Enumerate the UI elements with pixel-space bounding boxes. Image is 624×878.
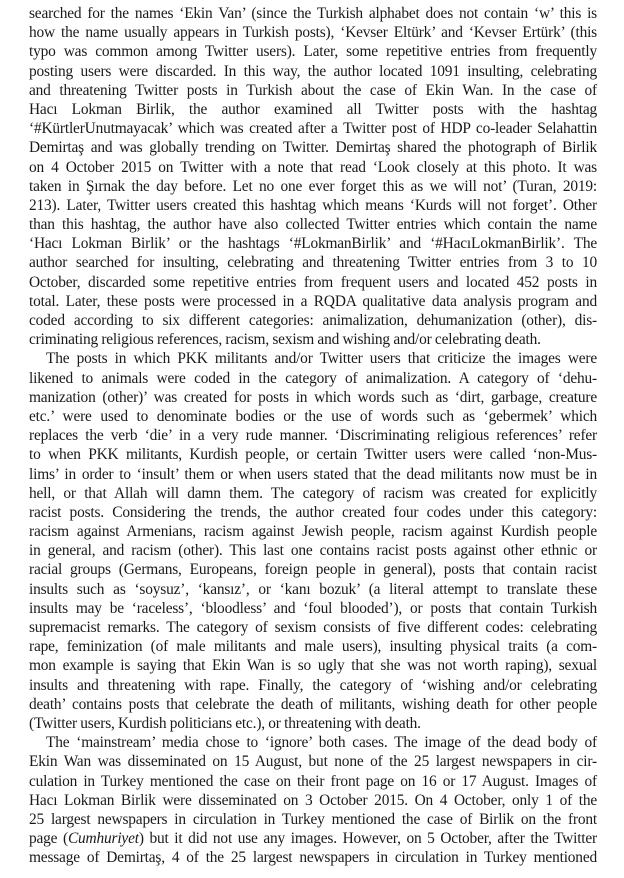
text-line: culation in Turkey mentioned the case on their front page on 16 or 17 August. Images of bbox=[29, 772, 597, 790]
text-line: searched for the names ‘Ekin Van’ (since the Turkish alphabet does not contain ‘w’ this is bbox=[29, 5, 597, 22]
text-line: etc.’ were used to denominate bodies or the use of words such as ‘gebermek’ which bbox=[29, 407, 597, 425]
text-line: racial groups (Germans, Europeans, foreign people in general), posts that contain racist bbox=[29, 561, 597, 579]
text-segment: ) but it did not use any images. However, on 5 October, after the Twitter bbox=[138, 830, 597, 848]
text-line: in general, and racism (other). This last one contains racist posts against other ethnic or bbox=[29, 542, 597, 560]
paragraph-start-line: The posts in which PKK militants and/or Twitter users that criticize the images were bbox=[46, 350, 597, 368]
text-line: how the name usually appears in Turkish posts), ‘Kevser Eltürk’ and ‘Kevser Ertürk’ (this bbox=[29, 24, 597, 42]
text-line: total. Later, these posts were processed in a RQDA qualitative data analysis program and bbox=[29, 292, 597, 310]
text-line: 213). Later, Twitter users created this hashtag which means ‘Kurds will not forget’. Other bbox=[29, 196, 597, 214]
text-line: than this hashtag, the author have also collected Twitter entries which contain the name bbox=[29, 216, 597, 234]
text-line bbox=[29, 829, 597, 848]
text-line: and threatening Twitter posts in Turkish about the case of Ekin Wan. In the case of bbox=[29, 81, 597, 99]
text-line: hell, or that Allah will damn them. The category of racism was created for explicitly bbox=[29, 484, 597, 502]
text-line: Demirtaş and was globally trending on Twitter. Demirtaş shared the photograph of Birlik bbox=[29, 139, 597, 157]
text-line: insults may be ‘raceless’, ‘bloodless’ and ‘foul blooded’), or posts that contain Turkish bbox=[29, 599, 597, 617]
text-line: manization (other)’ was created for posts in which words such as ‘dirt, garbage, creature bbox=[29, 388, 597, 406]
text-line: author searched for insulting, celebrating and threatening Twitter entries from 3 to 10 bbox=[29, 254, 597, 272]
text-line: typo was common among Twitter users). Later, some repetitive entries from frequently bbox=[29, 43, 597, 61]
text-line: Hacı Lokman Birlik were disseminated on 3 October 2015. On 4 October, only 1 of the bbox=[29, 791, 597, 809]
text-line: insults and threatening with rape. Finally, the category of ‘wishing and/or celebrating bbox=[29, 676, 597, 694]
text-line: Ekin Wan was disseminated on 15 August, but none of the 25 largest newspapers in cir- bbox=[29, 753, 597, 771]
text-line: rape, feminization (of male militants and male users), insulting physical traits (a com- bbox=[29, 638, 597, 656]
paragraph-start-line: The ‘mainstream’ media chose to ‘ignore’ both cases. The image of the dead body of bbox=[46, 734, 597, 752]
text-line: insults such as ‘soysuz’, ‘kansız’, or ‘kanı bozuk’ (a literal attempt to translate these bbox=[29, 580, 597, 598]
text-line: racist posts. Considering the trends, the author created four codes under this category: bbox=[29, 503, 597, 521]
text-line: criminating religious references, racism, sexism and wishing and/or celebrating death. bbox=[29, 331, 541, 349]
text-line: 25 largest newspapers in circulation in Turkey mentioned the case of Birlik on the front bbox=[29, 810, 597, 828]
text-line: coded according to six different categories: animalization, dehumanization (other), dis- bbox=[29, 312, 597, 329]
document-page bbox=[29, 4, 597, 867]
text-line: mon example is saying that Ekin Wan is so ugly that she was not worth raping), sexual bbox=[29, 657, 597, 675]
text-line: likened to animals were coded in the category of animalization. A category of ‘dehu- bbox=[29, 369, 597, 387]
text-line: to when PKK militants, Kurdish people, or certain Twitter users were called ‘non-Mus- bbox=[29, 446, 597, 464]
text-line: ‘#KürtlerUnutmayacak’ which was created after a Twitter post of HDP co-leader Selahattin bbox=[29, 120, 597, 138]
text-line: taken in Şırnak the day before. Let no one ever forget this as we will not’ (Turan, 2019: bbox=[29, 177, 597, 195]
text-line: (Twitter users, Kurdish politicians etc.), or threatening with death. bbox=[29, 714, 421, 732]
text-line: posting users were discarded. In this way, the author located 1091 insulting, celebrating bbox=[29, 62, 597, 80]
text-line: ‘Hacı Lokman Birlik’ or the hashtags ‘#LokmanBirlik’ and ‘#HacıLokmanBirlik’. The bbox=[29, 235, 597, 253]
text-line: message of Demirtaş, 4 of the 25 largest newspapers in circulation in Turkey mentioned bbox=[29, 849, 597, 867]
text-line: death’ contains posts that celebrate the death of militants, wishing death for other people bbox=[29, 695, 597, 713]
text-line: Hacı Lokman Birlik, the author examined all Twitter posts with the hashtag bbox=[29, 100, 597, 118]
text-line: racism against Armenians, racism against Jewish people, racism against Kurdish people bbox=[29, 523, 597, 541]
text-line: on 4 October 2015 on Twitter with a note that read ‘Look closely at this photo. It was bbox=[29, 158, 597, 176]
text-line: supremacist remarks. The category of sexism consists of five different codes: celebrating bbox=[29, 619, 597, 636]
text-line: replaces the verb ‘die’ in a very rude manner. ‘Discriminating religious references’ refer bbox=[29, 427, 597, 445]
text-line: lims’ in order to ‘insult’ them or when users stated that the dead militants now must be in bbox=[29, 465, 597, 483]
newspaper-name: Cumhuriyet bbox=[67, 830, 139, 848]
text-line: October, discarded some repetitive entries from frequent users and located 452 posts in bbox=[29, 273, 597, 291]
text-segment: page ( bbox=[29, 830, 68, 848]
